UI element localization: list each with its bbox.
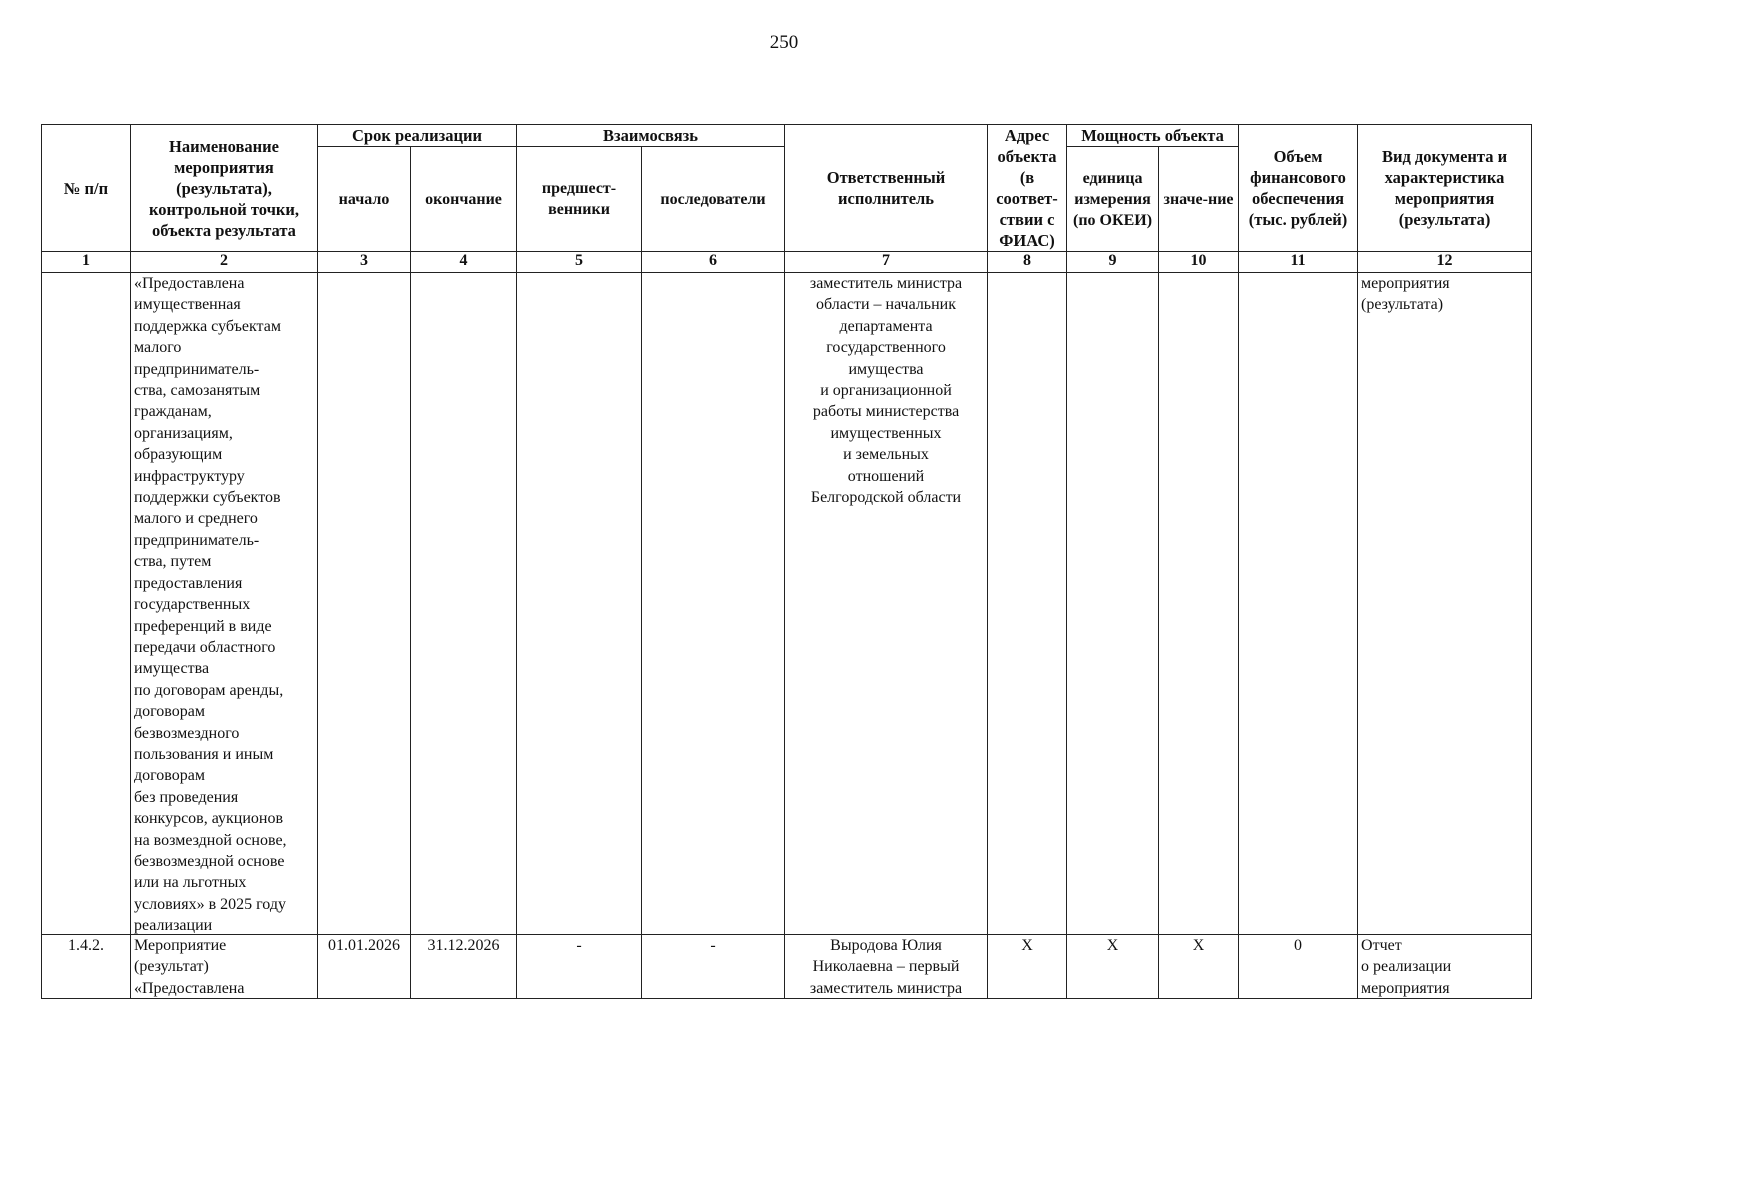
row-document: мероприятия (результата)	[1358, 273, 1532, 935]
row-start: 01.01.2026	[318, 935, 411, 999]
column-number-row	[42, 252, 1532, 273]
row-responsible: Выродова Юлия Николаевна – первый заместитель министра	[809, 937, 963, 997]
column-number: 6	[642, 252, 785, 273]
row-successors: -	[642, 935, 785, 999]
row-name-cell	[131, 273, 318, 935]
row-unit	[1067, 273, 1159, 935]
row-address	[988, 273, 1067, 935]
header-num: № п/п	[42, 125, 131, 252]
row-document-cell	[1358, 935, 1532, 999]
column-number: 4	[411, 252, 517, 273]
header-responsible: Ответственный исполнитель	[785, 125, 988, 252]
table-row	[42, 273, 1532, 935]
row-start	[318, 273, 411, 935]
column-number: 2	[131, 252, 318, 273]
column-number: 9	[1067, 252, 1159, 273]
row-name-cell	[131, 935, 318, 999]
header-name: Наименование мероприятия (результата), контрольной точки, объекта результата	[131, 125, 318, 252]
row-predecessors	[517, 273, 642, 935]
table-row	[42, 935, 1532, 999]
row-document: Отчет о реализации мероприятия	[1361, 937, 1452, 997]
header-predecessors: предшест-венники	[517, 147, 642, 252]
column-number: 7	[785, 252, 988, 273]
header-end: окончание	[411, 147, 517, 252]
column-number: 1	[42, 252, 131, 273]
row-predecessors: -	[517, 935, 642, 999]
column-number: 11	[1239, 252, 1358, 273]
row-num: 1.4.2.	[42, 935, 131, 999]
header-group-term: Срок реализации	[318, 125, 517, 147]
row-end: 31.12.2026	[411, 935, 517, 999]
row-end	[411, 273, 517, 935]
column-number: 8	[988, 252, 1067, 273]
row-finance	[1239, 273, 1358, 935]
header-successors: последователи	[642, 147, 785, 252]
header-document: Вид документа и характеристика мероприятия (результата)	[1358, 125, 1532, 252]
row-address: X	[988, 935, 1067, 999]
header-finance: Объем финансового обеспечения (тыс. рублей)	[1239, 125, 1358, 252]
header-value: значе-ние	[1159, 147, 1239, 252]
page-number: 250	[769, 32, 799, 53]
header-group-link: Взаимосвязь	[517, 125, 785, 147]
column-number: 12	[1358, 252, 1532, 273]
column-number: 10	[1159, 252, 1239, 273]
header-unit: единица измерения (по ОКЕИ)	[1067, 147, 1159, 252]
header-address: Адрес объекта (в соответ-ствии с ФИАС)	[988, 125, 1067, 252]
row-unit: X	[1067, 935, 1159, 999]
column-number: 3	[318, 252, 411, 273]
row-value: X	[1159, 935, 1239, 999]
row-successors	[642, 273, 785, 935]
row-responsible-cell	[785, 935, 988, 999]
header-start: начало	[318, 147, 411, 252]
row-value	[1159, 273, 1239, 935]
row-name: «Предоставлена имущественная поддержка субъектам малого предприниматель- ства, самозанятым гражданам, организациям, образующим инфраструктуру поддержки субъектов малого и среднего предприниматель- ства, путем предоставления государственных преференций в виде передачи областного имущества по договорам аренды, договорам безвозмездного пользования и иным договорам без проведения конкурсов, аукционов на возмездной основе, безвозмездной основе или на льготных условиях» в 2025 году реализации	[134, 275, 287, 934]
results-table	[41, 124, 1532, 999]
row-responsible: заместитель министра области – начальник департамента государственного имущества и организационной работы министерства имущественных и земельных отношений Белгородской области	[785, 273, 988, 935]
row-name: Мероприятие (результат) «Предоставлена	[134, 937, 245, 997]
column-number: 5	[517, 252, 642, 273]
row-num	[42, 273, 131, 935]
row-finance: 0	[1239, 935, 1358, 999]
header-group-capacity: Мощность объекта	[1067, 125, 1239, 147]
